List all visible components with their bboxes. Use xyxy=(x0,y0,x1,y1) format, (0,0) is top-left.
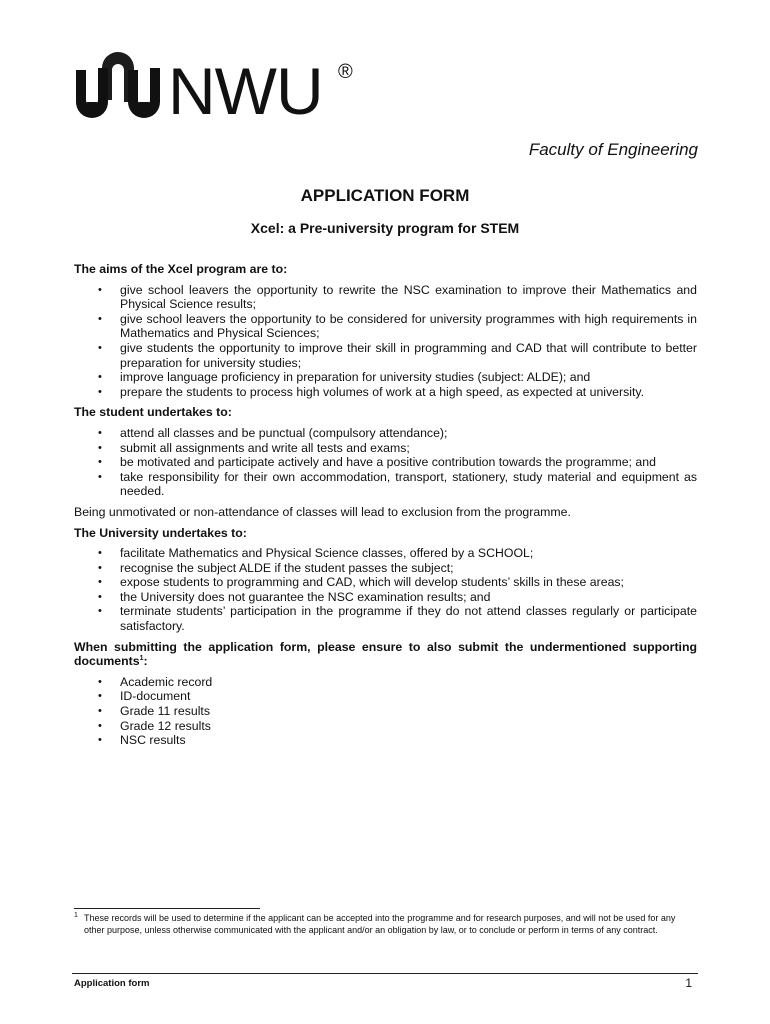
list-item: • give school leavers the opportunity to rewrite the NSC examination to improve their Mathematics and Physical Science results; xyxy=(74,283,697,312)
documents-list xyxy=(74,675,697,748)
university-list xyxy=(74,546,697,634)
documents-heading xyxy=(74,640,697,669)
document-title: APPLICATION FORM xyxy=(300,186,470,205)
aims-list xyxy=(74,283,697,400)
documents-heading-colon: : xyxy=(143,654,148,669)
student-list xyxy=(74,426,697,499)
footnote-divider xyxy=(74,908,260,909)
list-item: • ID-document xyxy=(74,689,697,704)
aims-heading: The aims of the Xcel program are to: xyxy=(74,262,288,276)
list-item: • give school leavers the opportunity to be considered for university programmes with high requirements in Mathematics and Physical Sciences; xyxy=(74,312,697,341)
list-item: • submit all assignments and write all tests and exams; xyxy=(74,441,697,456)
list-item: • recognise the subject ALDE if the student passes the subject; xyxy=(74,561,697,576)
list-item: • facilitate Mathematics and Physical Science classes, offered by a SCHOOL; xyxy=(74,546,697,561)
document-subtitle: Xcel: a Pre-university program for STEM xyxy=(250,220,520,236)
list-item: • give students the opportunity to improve their skill in programming and CAD that will contribute to better preparation for university studies; xyxy=(74,341,697,370)
list-item: • NSC results xyxy=(74,733,697,748)
faculty-name: Faculty of Engineering xyxy=(528,140,698,159)
list-item: • Academic record xyxy=(74,675,697,690)
list-item: • expose students to programming and CAD, which will develop students’ skills in these areas; xyxy=(74,575,697,590)
footnote-text: These records will be used to determine if the applicant can be accepted into the programme and for research purposes, and will not be used for any other purpose, unless otherwise communicated with the applicant and/or an obligation by law, or to conclude or perform in terms of any contract. xyxy=(84,913,676,935)
list-item: • terminate students’ participation in the programme if they do not attend classes regularly or participate satisfactory. xyxy=(74,604,697,633)
footnote-marker: 1 xyxy=(74,912,78,919)
logo-wordmark: NWU xyxy=(168,54,323,122)
footer-label: Application form xyxy=(74,978,150,989)
nwu-logo xyxy=(72,52,362,122)
list-item: • take responsibility for their own accommodation, transport, stationery, study material and equipment as needed. xyxy=(74,470,697,499)
nwu-emblem-icon xyxy=(76,52,160,118)
list-item: • the University does not guarantee the NSC examination results; and xyxy=(74,590,697,605)
footer-divider xyxy=(72,973,698,974)
list-item: • Grade 12 results xyxy=(74,719,697,734)
list-item: • Grade 11 results xyxy=(74,704,697,719)
student-heading: The student undertakes to: xyxy=(74,405,232,420)
footnote xyxy=(74,912,697,936)
list-item: • attend all classes and be punctual (compulsory attendance); xyxy=(74,426,697,441)
list-item: • improve language proficiency in preparation for university studies (subject: ALDE); and xyxy=(74,370,697,385)
exclusion-note: Being unmotivated or non-attendance of classes will lead to exclusion from the programme. xyxy=(74,504,571,519)
page-number: 1 xyxy=(685,976,692,990)
footnote-reference: 1 xyxy=(139,655,144,663)
documents-heading-text: When submitting the application form, please ensure to also submit the undermentioned supporting documents xyxy=(74,639,697,669)
list-item: • prepare the students to process high volumes of work at a high speed, as expected at university. xyxy=(74,385,697,400)
university-heading: The University undertakes to: xyxy=(74,525,247,540)
form-content xyxy=(74,262,697,754)
list-item: • be motivated and participate actively and have a positive contribution towards the programme; and xyxy=(74,455,697,470)
logo-registered-mark: ® xyxy=(338,61,353,83)
